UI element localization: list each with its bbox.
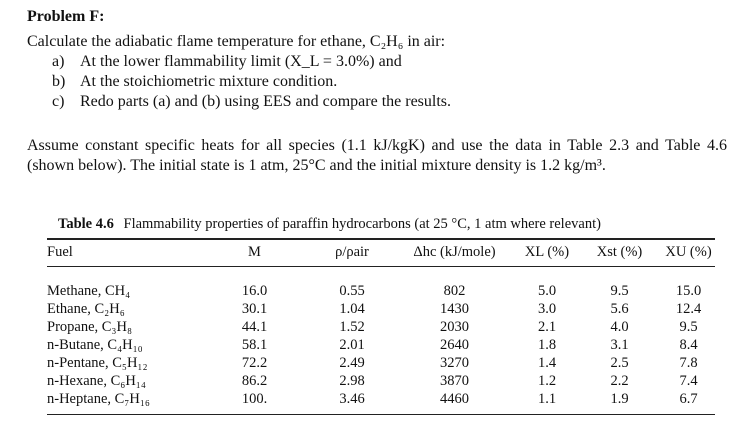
item-b-text: At the stoichiometric mixture condition.: [80, 73, 338, 90]
cell-stoichiometric: 4.0: [610, 318, 629, 335]
item-a-marker: a): [52, 53, 65, 70]
item-c-marker: c): [52, 93, 65, 110]
table-row: [47, 390, 715, 408]
cell-heat-of-combustion: 802: [443, 282, 466, 299]
cell-heat-of-combustion: 3270: [440, 354, 469, 371]
cell-molar-mass: 100.: [241, 390, 268, 407]
header-table: [47, 241, 715, 263]
table-caption-text: Flammability properties of paraffin hydrocarbons (at 25 °C, 1 atm where relevant): [123, 216, 601, 232]
cell-stoichiometric: 9.5: [610, 282, 629, 299]
assumption-paragraph: Assume constant specific heats for all species (1.1 kJ/kgK) and use the data in Table 2.3 and Table 4.6 (shown below). The initial state is 1 atm, 25°C and the initial mixture density is 1.2 kg/m³.: [27, 137, 727, 174]
cell-heat-of-combustion: 2030: [440, 318, 469, 335]
cell-lower-limit: 1.8: [537, 336, 557, 353]
item-b-marker: b): [52, 73, 66, 90]
header-upper-limit: XU (%): [665, 243, 712, 260]
cell-molar-mass: 86.2: [241, 372, 268, 389]
cell-heat-of-combustion: 3870: [440, 372, 469, 389]
cell-stoichiometric: 5.6: [610, 300, 629, 317]
table-row: [47, 336, 715, 354]
cell-stoichiometric: 2.2: [610, 372, 629, 389]
cell-upper-limit: 7.8: [679, 354, 698, 371]
cell-lower-limit: 5.0: [537, 282, 557, 299]
header-stoichiometric: Xst (%): [596, 243, 643, 260]
header-lower-limit: XL (%): [524, 243, 570, 260]
cell-heat-of-combustion: 1430: [440, 300, 469, 317]
table-label: Table 4.6: [58, 216, 114, 232]
header-molar-mass: M: [248, 243, 261, 260]
cell-upper-limit: 12.4: [675, 300, 702, 317]
table-row: [47, 300, 715, 318]
cell-fuel: n-Butane, C₄H₁₀: [47, 336, 143, 353]
cell-molar-mass: 44.1: [241, 318, 268, 335]
cell-heat-of-combustion: 2640: [440, 336, 469, 353]
cell-upper-limit: 8.4: [679, 336, 698, 353]
table-row: [47, 282, 715, 300]
cell-stoichiometric: 1.9: [610, 390, 629, 407]
cell-molar-mass: 58.1: [241, 336, 268, 353]
cell-fuel: Ethane, C₂H₆: [47, 300, 125, 317]
table-top-rule: [47, 238, 715, 240]
cell-density-ratio: 2.49: [339, 354, 365, 371]
cell-lower-limit: 1.1: [537, 390, 557, 407]
cell-upper-limit: 6.7: [679, 390, 698, 407]
table-row: [47, 372, 715, 390]
cell-density-ratio: 2.98: [339, 372, 365, 389]
header-heat-of-combustion: Δhc (kJ/mole): [413, 243, 496, 260]
cell-molar-mass: 30.1: [241, 300, 268, 317]
cell-upper-limit: 9.5: [679, 318, 698, 335]
table-bottom-rule: [47, 414, 715, 415]
cell-upper-limit: 15.0: [675, 282, 702, 299]
cell-fuel: n-Heptane, C₇H₁₆: [47, 390, 150, 407]
cell-stoichiometric: 2.5: [610, 354, 629, 371]
problem-intro: Calculate the adiabatic flame temperature for ethane, C₂H₆ in air:: [27, 33, 446, 50]
cell-density-ratio: 1.52: [339, 318, 365, 335]
cell-molar-mass: 16.0: [241, 282, 268, 299]
cell-fuel: Propane, C₃H₈: [47, 318, 133, 335]
table-row: [47, 354, 715, 372]
cell-heat-of-combustion: 4460: [440, 390, 469, 407]
cell-fuel: Methane, CH₄: [47, 282, 131, 299]
item-a-text: At the lower flammability limit (X_L = 3.0%) and: [80, 53, 402, 70]
problem-title: Problem F:: [27, 8, 105, 25]
cell-density-ratio: 1.04: [339, 300, 365, 317]
cell-density-ratio: 3.46: [339, 390, 365, 407]
cell-density-ratio: 0.55: [339, 282, 365, 299]
item-c-text: Redo parts (a) and (b) using EES and compare the results.: [80, 93, 452, 110]
cell-density-ratio: 2.01: [339, 336, 365, 353]
header-fuel: Fuel: [47, 243, 73, 260]
cell-molar-mass: 72.2: [241, 354, 268, 371]
header-rule: [47, 266, 715, 267]
cell-fuel: n-Hexane, C₆H₁₄: [47, 372, 146, 389]
cell-stoichiometric: 3.1: [610, 336, 629, 353]
cell-fuel: n-Pentane, C₅H₁₂: [47, 354, 148, 371]
cell-lower-limit: 1.4: [537, 354, 557, 371]
cell-lower-limit: 1.2: [537, 372, 557, 389]
cell-upper-limit: 7.4: [679, 372, 698, 389]
table-caption: [58, 216, 601, 233]
cell-lower-limit: 3.0: [537, 300, 557, 317]
header-density-ratio: ρ/ρair: [335, 243, 369, 260]
flammability-table: [47, 282, 715, 408]
table-row: [47, 318, 715, 336]
cell-lower-limit: 2.1: [537, 318, 557, 335]
